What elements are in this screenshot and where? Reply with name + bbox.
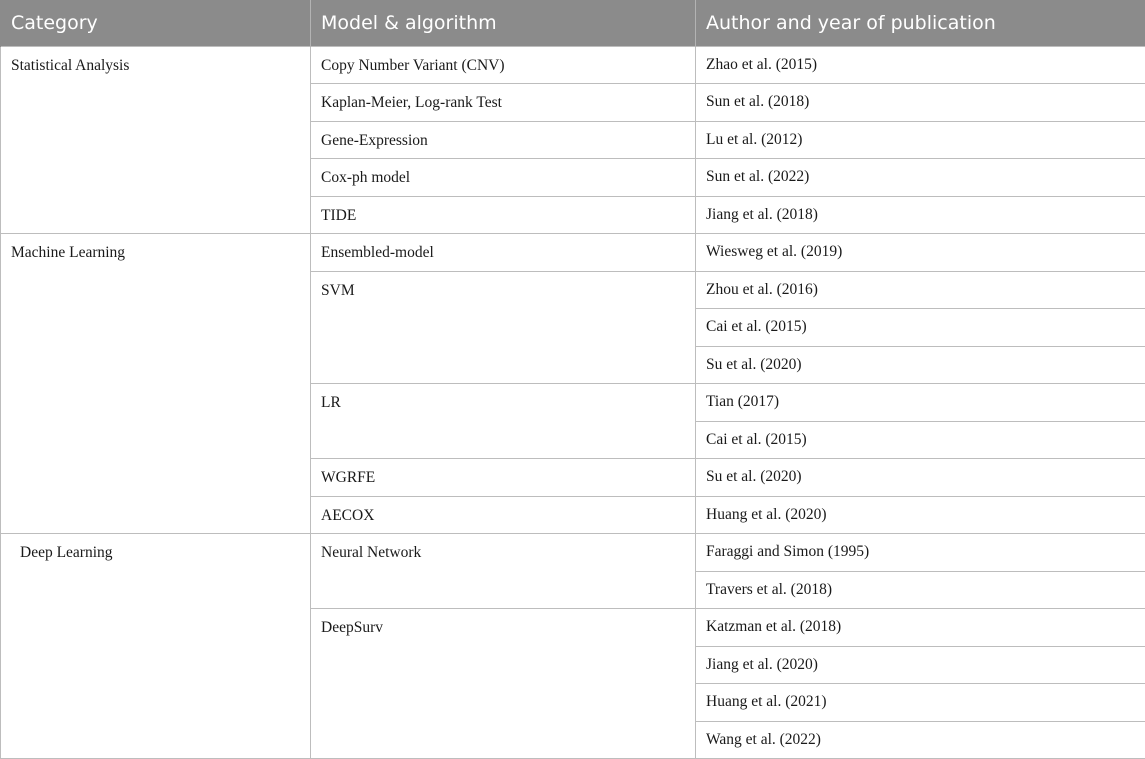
reference-cell: Wiesweg et al. (2019) [696,234,1145,272]
reference-cell: Huang et al. (2020) [696,496,1145,534]
model-cell: DeepSurv [311,609,696,759]
reference-cell: Cai et al. (2015) [696,421,1145,459]
reference-cell: Wang et al. (2022) [696,721,1145,759]
reference-cell: Tian (2017) [696,384,1145,422]
model-cell: WGRFE [311,459,696,497]
reference-cell: Su et al. (2020) [696,346,1145,384]
model-cell: TIDE [311,196,696,234]
model-cell: Copy Number Variant (CNV) [311,46,696,84]
category-cell: Statistical Analysis [1,46,311,234]
reference-cell: Travers et al. (2018) [696,571,1145,609]
model-cell: Kaplan-Meier, Log-rank Test [311,84,696,122]
model-cell: LR [311,384,696,459]
reference-cell: Zhao et al. (2015) [696,46,1145,84]
reference-cell: Sun et al. (2022) [696,159,1145,197]
table-row [1,534,1145,572]
reference-cell: Faraggi and Simon (1995) [696,534,1145,572]
reference-cell: Sun et al. (2018) [696,84,1145,122]
model-cell: AECOX [311,496,696,534]
reference-cell: Jiang et al. (2020) [696,646,1145,684]
model-cell: Cox-ph model [311,159,696,197]
header-category: Category [1,0,311,46]
category-cell: Machine Learning [1,234,311,534]
reference-cell: Su et al. (2020) [696,459,1145,497]
model-cell: Gene-Expression [311,121,696,159]
table-row [1,234,1145,272]
reference-cell: Zhou et al. (2016) [696,271,1145,309]
reference-cell: Jiang et al. (2018) [696,196,1145,234]
model-cell: Ensembled-model [311,234,696,272]
model-cell: Neural Network [311,534,696,609]
table-row [1,46,1145,84]
header-author-year: Author and year of publication [696,0,1145,46]
reference-cell: Cai et al. (2015) [696,309,1145,347]
model-cell: SVM [311,271,696,384]
header-row [1,0,1145,46]
reference-cell: Huang et al. (2021) [696,684,1145,722]
header-model: Model & algorithm [311,0,696,46]
table-body [1,46,1145,759]
reference-cell: Katzman et al. (2018) [696,609,1145,647]
category-cell: Deep Learning [1,534,311,759]
reference-cell: Lu et al. (2012) [696,121,1145,159]
table-header [1,0,1145,46]
